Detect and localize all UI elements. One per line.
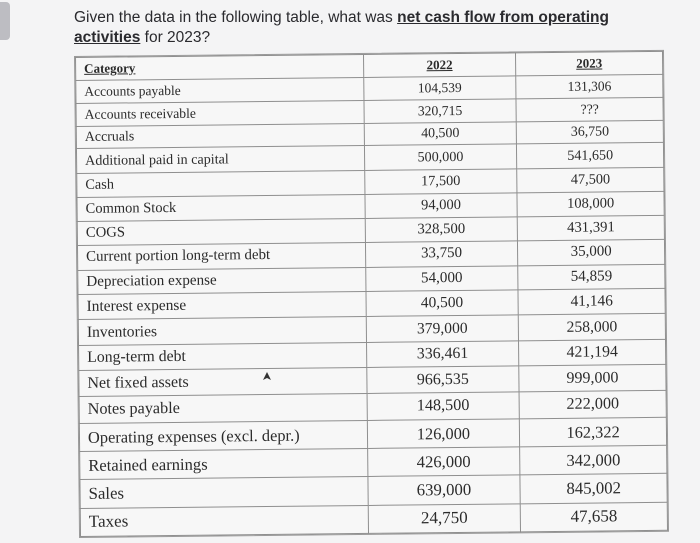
cell-2023: 421,194: [519, 339, 666, 366]
cell-2023: 47,500: [517, 167, 664, 193]
cell-category: COGS: [77, 219, 365, 246]
cell-category: Notes payable: [79, 393, 367, 423]
data-table: [75, 51, 668, 537]
cell-2023: 35,000: [518, 240, 665, 266]
question-text: [74, 8, 674, 48]
cell-category: Inventories: [78, 317, 366, 346]
question-after: for 2023?: [140, 29, 211, 46]
cell-2023: 36,750: [516, 120, 663, 144]
cell-2023: 999,000: [519, 365, 666, 392]
cell-category: Retained earnings: [80, 449, 368, 480]
cell-category: Accounts receivable: [76, 100, 364, 126]
cell-category: Cash: [77, 170, 365, 197]
cell-2022: 40,500: [366, 290, 519, 317]
cell-category: Net fixed assets: [79, 368, 367, 397]
question-before: Given the data in the following table, what was: [74, 9, 398, 26]
cell-2022: 328,500: [365, 217, 518, 243]
cell-2022: 126,000: [367, 419, 520, 449]
cell-2022: 426,000: [367, 447, 520, 477]
cell-2023: 845,002: [520, 474, 667, 504]
cell-category: Long-term debt: [79, 342, 367, 371]
cell-category: Accounts payable: [76, 77, 364, 103]
cell-2022: 639,000: [368, 475, 521, 505]
cell-2022: 54,000: [365, 265, 518, 291]
cell-2022: 148,500: [367, 392, 520, 421]
data-table-photo: [74, 50, 669, 538]
cell-2023: 541,650: [517, 143, 664, 169]
cell-2023: 54,859: [518, 264, 665, 290]
cell-2022: 500,000: [364, 144, 517, 170]
cell-category: Common Stock: [77, 194, 365, 221]
cell-2023: 222,000: [519, 390, 666, 418]
cell-category: Accruals: [76, 123, 364, 149]
cell-2022: 24,750: [368, 504, 521, 534]
cell-2023: 162,322: [520, 417, 667, 447]
cell-2023: ???: [516, 97, 663, 121]
cell-2022: 336,461: [366, 341, 519, 368]
cell-2022: 94,000: [365, 193, 518, 219]
cell-category: Additional paid in capital: [76, 146, 364, 173]
cell-2023: 431,391: [517, 215, 664, 241]
cell-category: Sales: [80, 477, 368, 508]
header-2022: 2022: [426, 56, 453, 73]
question-emphasis: net cash flow from operating activities: [74, 9, 609, 46]
cell-category: Taxes: [80, 505, 368, 536]
cell-2022: 40,500: [364, 121, 517, 145]
cell-2023: 41,146: [518, 288, 665, 315]
cell-category: Interest expense: [78, 291, 366, 320]
header-category: Category: [84, 60, 136, 76]
cell-2022: 320,715: [364, 99, 517, 123]
cell-2023: 131,306: [516, 74, 663, 98]
cell-2023: 258,000: [518, 314, 665, 341]
cell-category: Operating expenses (excl. depr.): [79, 420, 367, 451]
cell-2023: 47,658: [520, 502, 667, 532]
table-row: [80, 502, 667, 536]
cursor-arrow-icon: [262, 371, 272, 381]
header-2023: 2023: [576, 55, 603, 71]
cell-2022: 379,000: [366, 315, 519, 342]
cell-2022: 33,750: [365, 241, 518, 267]
cell-2022: 104,539: [363, 76, 516, 100]
cell-2023: 342,000: [520, 445, 667, 475]
cell-2022: 966,535: [366, 366, 519, 393]
cell-category: Current portion long-term debt: [77, 243, 365, 270]
scroll-indicator[interactable]: [0, 2, 10, 40]
cell-2022: 17,500: [364, 169, 517, 195]
cell-2023: 108,000: [517, 191, 664, 217]
cell-category: Depreciation expense: [78, 267, 366, 294]
